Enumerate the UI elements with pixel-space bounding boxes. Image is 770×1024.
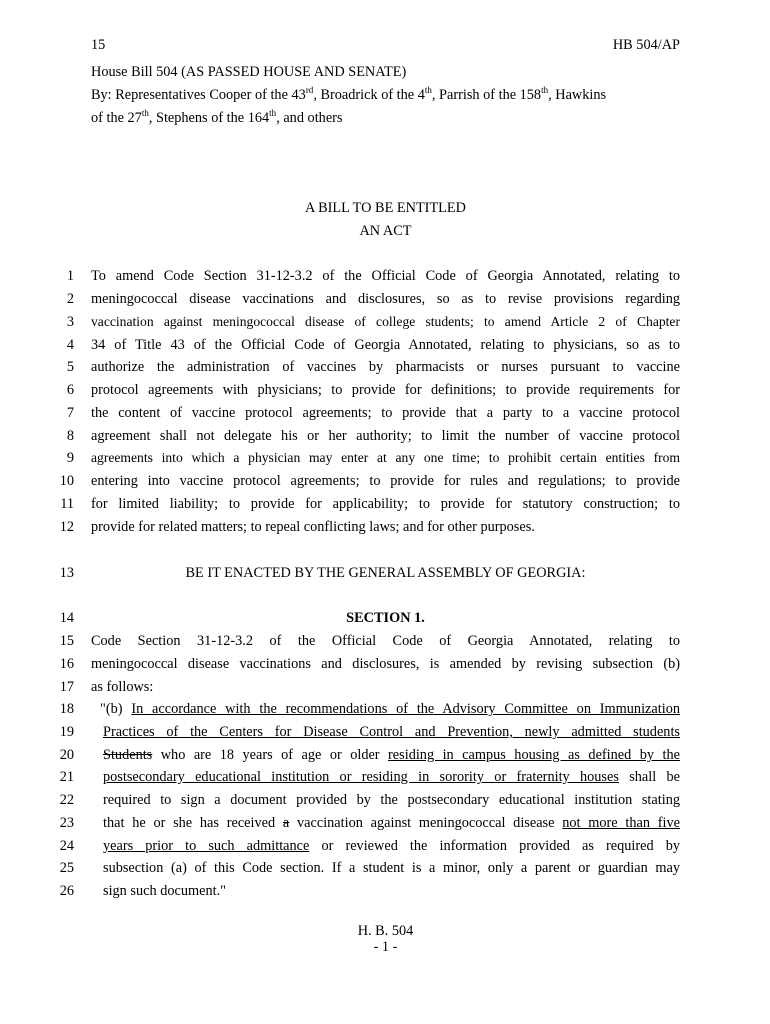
bill-id: HB 504/AP: [612, 37, 680, 53]
text-line: authorize the administration of vaccines by pharmacists or nurses pursuant to vaccine: [91, 359, 680, 375]
line-number: 21: [59, 769, 74, 785]
line-number: 8: [66, 428, 74, 444]
footer-bill-number: H. B. 504: [357, 923, 414, 939]
text-line: Code Section 31-12-3.2 of the Official Code of Georgia Annotated, relating to: [91, 633, 680, 649]
text-line: Students who are 18 years of age or older residing in campus housing as defined by the: [103, 747, 680, 763]
line-number: 23: [59, 815, 74, 831]
line-number: 6: [66, 382, 74, 398]
line-number: 5: [66, 359, 74, 375]
line-number: 4: [66, 337, 74, 353]
line-number: 24: [59, 838, 74, 854]
sponsors-line-1: By: Representatives Cooper of the 43rd, Broadrick of the 4th, Parrish of the 158th, Hawkins: [91, 85, 607, 103]
line-number: 22: [59, 792, 74, 808]
line-number: 17: [59, 679, 74, 695]
line-number: 14: [59, 610, 74, 626]
line-number: 15: [59, 633, 74, 649]
deleted-text: a: [282, 815, 290, 831]
text-line: agreements into which a physician may enter at any one time; to prohibit certain entities from: [91, 450, 680, 465]
text-line: To amend Code Section 31-12-3.2 of the Official Code of Georgia Annotated, relating to: [91, 268, 680, 284]
text-line: meningococcal disease vaccinations and disclosures, is amended by revising subsection (b): [91, 656, 680, 672]
text-line: [103, 724, 680, 741]
line-number: 12: [59, 519, 74, 535]
inserted-text: not more than five: [562, 815, 680, 831]
enacting-clause: BE IT ENACTED BY THE GENERAL ASSEMBLY OF GEORGIA:: [185, 565, 586, 581]
sponsors-line-2: of the 27th, Stephens of the 164th, and others: [91, 108, 343, 126]
inserted-text: In accordance with the recommendations of the Advisory Committee on Immunization: [131, 701, 680, 717]
line-number: 26: [59, 883, 74, 899]
line-number: 11: [60, 496, 74, 512]
text-line: meningococcal disease vaccinations and disclosures, so as to revise provisions regarding: [91, 291, 680, 307]
text-line: provide for related matters; to repeal conflicting laws; and for other purposes.: [91, 519, 535, 535]
line-number: 19: [59, 724, 74, 740]
text-line: the content of vaccine protocol agreements; to provide that a party to a vaccine protocol: [91, 405, 680, 421]
text-line: postsecondary educational institution or residing in sorority or fraternity houses shall be: [103, 769, 680, 785]
line-number: 10: [59, 473, 74, 489]
line-number: 2: [66, 291, 74, 307]
line-number: 7: [66, 405, 74, 421]
text-line: subsection (a) of this Code section. If a student is a minor, only a parent or guardian may: [103, 860, 680, 876]
text-line: required to sign a document provided by the postsecondary educational institution stating: [103, 792, 680, 808]
inserted-text: residing in campus housing as defined by the: [388, 747, 680, 763]
inserted-text: postsecondary educational institution or residing in sorority or fraternity houses: [103, 769, 619, 785]
footer-page-number: - 1 -: [373, 939, 398, 955]
text-line: years prior to such admittance or reviewed the information provided as required by: [103, 838, 680, 854]
text-line: protocol agreements with physicians; to provide for definitions; to provide requirements for: [91, 382, 680, 398]
text-line: entering into vaccine protocol agreements; to provide for rules and regulations; to provide: [91, 473, 680, 489]
bill-heading: A BILL TO BE ENTITLED: [305, 200, 466, 216]
line-number: 18: [59, 701, 74, 717]
inserted-text: Practices of the Centers for Disease Control and Prevention, newly admitted students: [103, 724, 680, 740]
bill-title: House Bill 504 (AS PASSED HOUSE AND SENATE): [91, 64, 407, 80]
text-line: agreement shall not delegate his or her authority; to limit the number of vaccine protocol: [91, 428, 680, 444]
text-line: sign such document.": [103, 883, 226, 899]
text-line: that he or she has received a vaccination against meningococcal disease not more than five: [103, 815, 680, 831]
text-line: for limited liability; to provide for applicability; to provide for statutory construction; to: [91, 496, 680, 512]
deleted-text: Students: [103, 747, 153, 763]
line-number: 9: [66, 450, 74, 466]
line-number: 16: [59, 656, 74, 672]
line-number: 13: [59, 565, 74, 581]
page-line-number: 15: [91, 37, 106, 53]
line-number: 20: [59, 747, 74, 763]
line-number: 3: [66, 314, 74, 330]
section-heading: SECTION 1.: [346, 610, 425, 626]
text-line: "(b) In accordance with the recommendations of the Advisory Committee on Immunization: [100, 701, 680, 717]
line-number: 25: [59, 860, 74, 876]
act-heading: AN ACT: [359, 223, 412, 239]
text-line: as follows:: [91, 679, 154, 695]
line-number: 1: [66, 268, 74, 284]
text-line: 34 of Title 43 of the Official Code of Georgia Annotated, relating to physicians, so as to: [91, 337, 680, 353]
inserted-text: years prior to such admittance: [103, 838, 310, 854]
text-line: vaccination against meningococcal disease of college students; to amend Article 2 of Chapter: [91, 314, 680, 329]
